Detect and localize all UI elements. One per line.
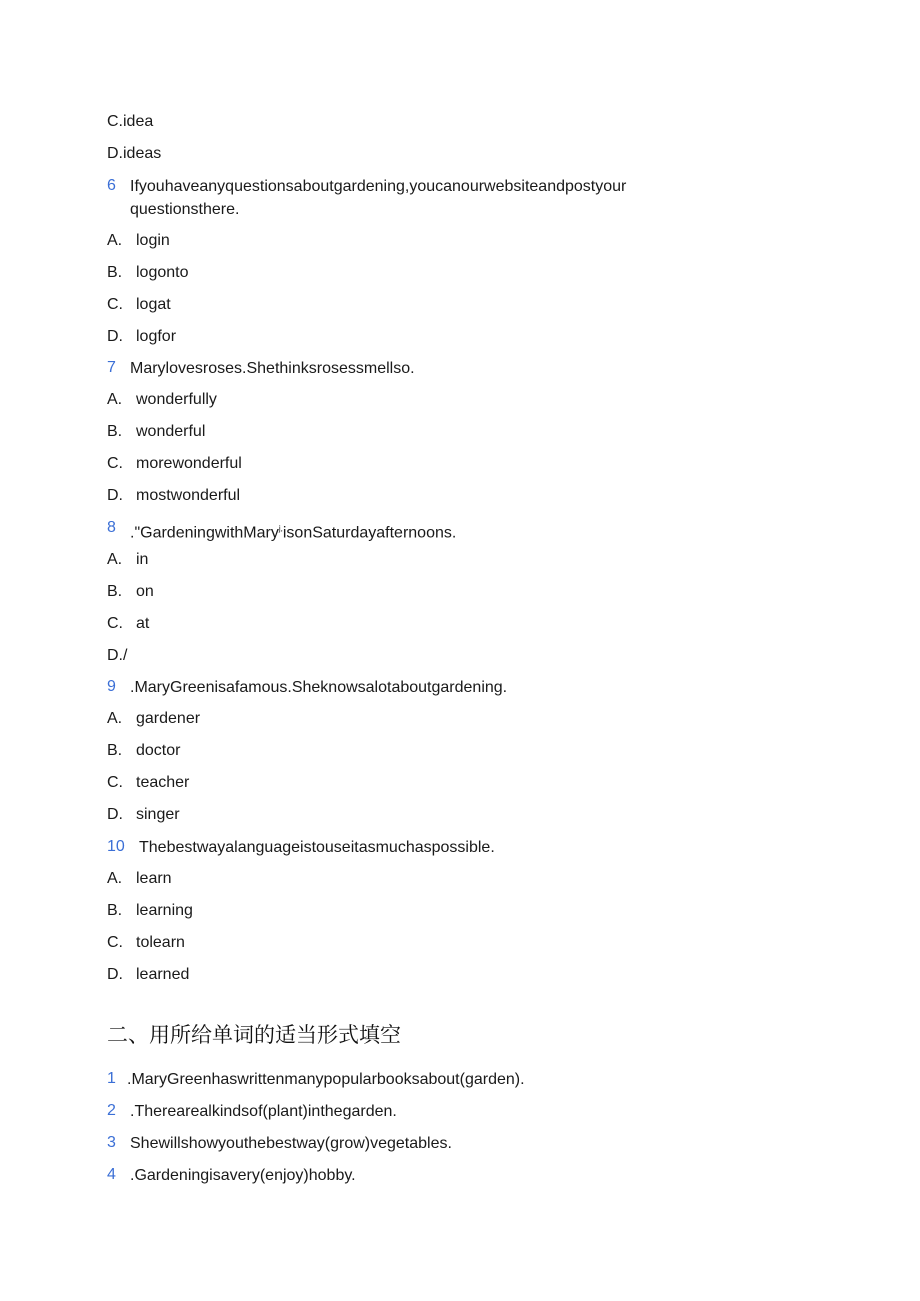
option-text: learned [136,966,190,983]
q7-option-b [107,421,205,443]
option-text: on [136,583,154,600]
option-letter: C. [107,455,123,472]
option-letter: C. [107,296,123,313]
option-text: logat [136,296,171,313]
option-letter: C. [107,774,123,791]
fill-item-number-2: 2 [107,1102,116,1119]
option-text: mostwonderful [136,487,241,504]
option-c-q5: C.idea [107,113,154,130]
option-text: doctor [136,742,181,759]
option-text: logonto [136,264,189,281]
fill-item-number-4: 4 [107,1166,116,1183]
q6-option-d [107,326,176,348]
q10-option-b [107,900,193,922]
q8-option-c [107,613,149,635]
option-letter: B. [107,423,123,440]
question-number-7: 7 [107,359,116,376]
q10-option-a [107,868,172,890]
fill-item-1-text: .MaryGreenhaswrittenmanypopularbooksabout(garden). [127,1071,525,1088]
fill-item-3-text: Shewillshowyouthebestway(grow)vegetables. [130,1135,452,1152]
option-letter: B. [107,902,123,919]
option-letter: B. [107,264,123,281]
option-letter: A. [107,870,123,887]
option-letter: C. [107,615,123,632]
q9-option-d [107,804,180,826]
q6-option-b [107,262,189,284]
option-letter: A. [107,710,123,727]
fill-item-number-1: 1 [107,1070,116,1087]
option-text: singer [136,806,180,823]
question-7-text: Marylovesroses.Shethinksrosessmellso. [130,360,415,377]
option-letter: D. [107,328,123,345]
option-text: gardener [136,710,201,727]
option-letter: D. [107,487,123,504]
option-letter: D. [107,966,123,983]
option-text: wonderful [136,423,206,440]
option-letter: A. [107,391,123,408]
question-number-9: 9 [107,678,116,695]
option-text: learn [136,870,172,887]
q7-option-a [107,389,217,411]
option-letter: B. [107,583,123,600]
fill-item-2-text: .Therearealkindsof(plant)inthegarden. [130,1103,397,1120]
option-text: login [136,232,170,249]
option-letter: A. [107,232,123,249]
option-letter: D./ [107,647,128,664]
question-8-superscript: j, [278,524,283,533]
question-6-line-2: questionsthere. [130,201,240,218]
q9-option-a [107,708,200,730]
option-text: at [136,615,150,632]
option-text: wonderfully [136,391,217,408]
q6-option-c [107,294,171,316]
question-6-line-1: Ifyouhaveanyquestionsaboutgardening,youcanourwebsiteandpostyour [130,178,627,195]
question-8-text-pre: ."GardeningwithMary [130,524,279,542]
question-8-text [130,517,456,544]
question-8-text-post: isonSaturdayafternoons. [282,524,457,542]
question-number-10: 10 [107,838,125,855]
q8-option-d [107,645,127,667]
question-number-8: 8 [107,519,116,536]
q7-option-d [107,485,240,507]
q6-option-a [107,230,170,252]
question-number-6: 6 [107,177,116,194]
q7-option-c [107,453,242,475]
q8-option-b [107,581,154,603]
option-text: teacher [136,774,190,791]
question-9-text: .MaryGreenisafamous.Sheknowsalotaboutgardening. [130,679,508,696]
option-text: morewonderful [136,455,242,472]
option-letter: B. [107,742,123,759]
q8-option-a [107,549,148,571]
option-text: learning [136,902,193,919]
q10-option-c [107,932,185,954]
q9-option-b [107,740,180,762]
option-letter: D. [107,806,123,823]
question-10-text: Thebestwayalanguageistouseitasmuchaspossible. [139,839,495,856]
section-2-heading: 二、用所给单词的适当形式填空 [107,1024,401,1047]
option-letter: A. [107,551,123,568]
fill-item-4-text: .Gardeningisavery(enjoy)hobby. [130,1167,356,1184]
option-text: tolearn [136,934,185,951]
option-d-q5: D.ideas [107,145,162,162]
option-letter: C. [107,934,123,951]
fill-item-number-3: 3 [107,1134,116,1151]
q10-option-d [107,964,189,986]
option-text: in [136,551,149,568]
q9-option-c [107,772,189,794]
option-text: logfor [136,328,177,345]
